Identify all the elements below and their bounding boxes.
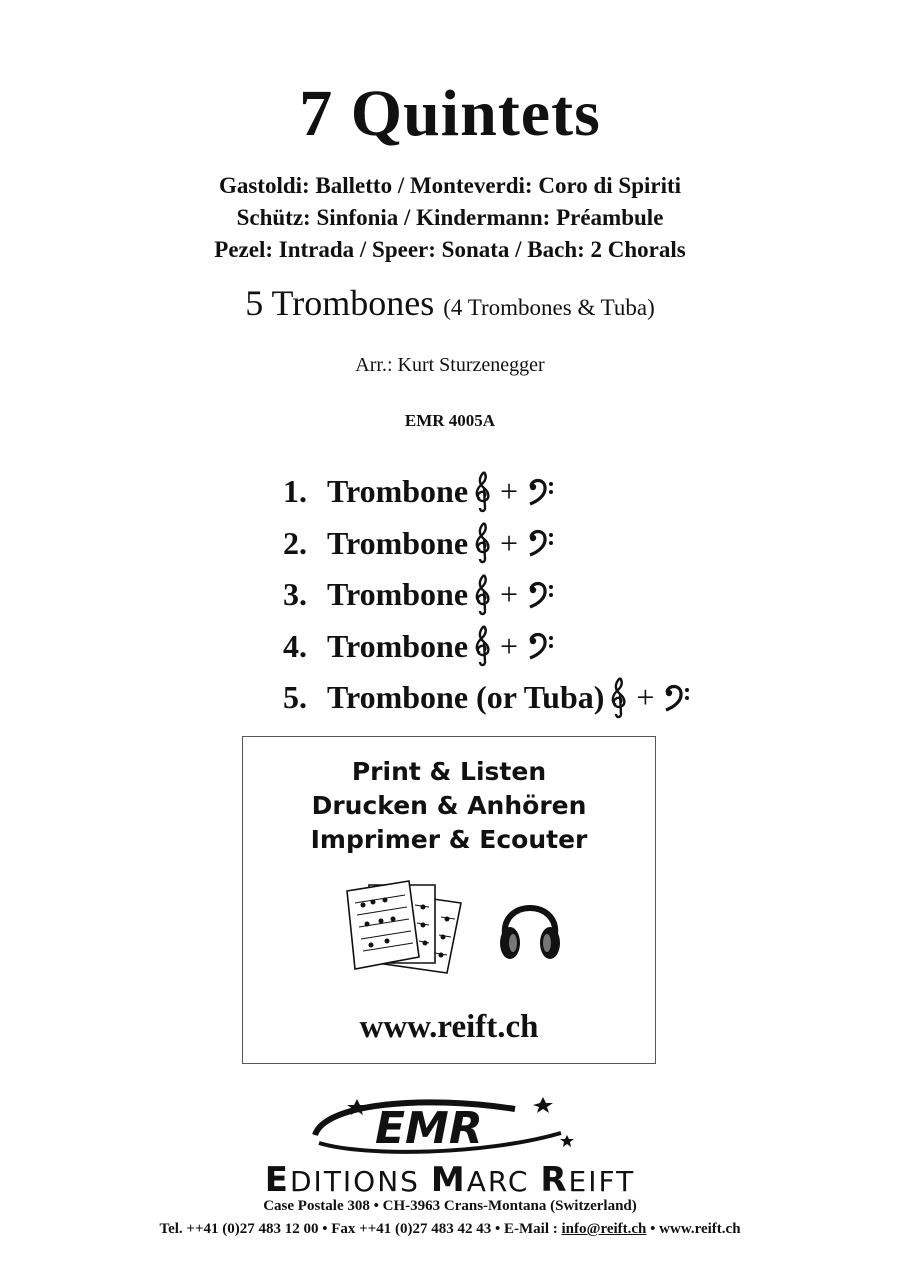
part-row: [283, 466, 690, 518]
bass-clef-icon: [528, 631, 554, 661]
publisher-part: EIFT: [568, 1165, 636, 1198]
plus-sign: +: [636, 679, 655, 716]
headphones-icon: [497, 889, 563, 969]
bass-clef-icon: [664, 683, 690, 713]
page-title: 7 Quintets: [299, 77, 601, 150]
pieces-line: Gastoldi: Balletto / Monteverdi: Coro di Spiriti: [218, 173, 682, 198]
treble-clef-icon: [472, 624, 494, 668]
website-link[interactable]: www.reift.ch: [359, 1009, 539, 1045]
bass-clef-icon: [528, 477, 554, 507]
treble-clef-icon: [472, 521, 494, 565]
publisher-initial: M: [430, 1160, 467, 1200]
part-name: Trombone: [327, 473, 469, 510]
part-name: Trombone: [327, 627, 469, 664]
plus-sign: +: [500, 524, 519, 561]
publisher-part: ARC: [466, 1165, 541, 1198]
treble-clef-icon: [472, 470, 494, 514]
print-listen-box: [242, 736, 656, 1064]
parts-list: [283, 466, 690, 724]
bass-clef-icon: [528, 528, 554, 558]
publisher-part: DITIONS: [290, 1165, 431, 1198]
plus-sign: +: [500, 576, 519, 613]
publisher-initial: E: [264, 1160, 290, 1200]
publisher-name: [0, 1160, 900, 1200]
part-row: [283, 518, 690, 570]
arranger: Arr.: Kurt Sturzenegger: [355, 354, 545, 376]
part-row: [283, 672, 690, 724]
part-number: 1.: [283, 473, 307, 510]
part-number: 2.: [283, 524, 307, 561]
pieces-list: [0, 170, 900, 266]
part-number: 5.: [283, 679, 307, 716]
pieces-line: Pezel: Intrada / Speer: Sonata / Bach: 2 Chorals: [214, 237, 686, 262]
part-name: Trombone: [327, 524, 469, 561]
logo-text: EMR: [375, 1103, 483, 1154]
pieces-line: Schütz: Sinfonia / Kindermann: Préambule: [236, 205, 664, 230]
plus-sign: +: [500, 473, 519, 510]
publisher-initial: R: [540, 1160, 569, 1200]
contact-phone-fax: Tel. ++41 (0)27 483 12 00 • Fax ++41 (0)27 483 42 43 • E-Mail :: [159, 1221, 562, 1237]
sheet-music-icon: [343, 877, 473, 977]
part-name: Trombone: [327, 576, 469, 613]
publisher-contact: [0, 1221, 900, 1238]
part-number: 4.: [283, 627, 307, 664]
treble-clef-icon: [472, 573, 494, 617]
bass-clef-icon: [528, 580, 554, 610]
part-name: Trombone (or Tuba): [327, 679, 605, 716]
plus-sign: +: [500, 627, 519, 664]
treble-clef-icon: [608, 676, 630, 720]
contact-website: • www.reift.ch: [646, 1221, 741, 1237]
print-listen-line: Print & Listen: [351, 757, 547, 786]
instrumentation: [0, 282, 900, 324]
print-listen-line: Imprimer & Ecouter: [310, 825, 588, 854]
catalog-code: EMR 4005A: [404, 411, 496, 430]
part-number: 3.: [283, 576, 307, 613]
instrumentation-main: 5 Trombones: [245, 283, 435, 323]
part-row: [283, 569, 690, 621]
print-listen-line: Drucken & Anhören: [311, 791, 587, 820]
instrumentation-sub: (4 Trombones & Tuba): [443, 295, 655, 320]
email-link[interactable]: info@reift.ch: [561, 1221, 647, 1237]
publisher-address: Case Postale 308 • CH-3963 Crans-Montana (Switzerland): [263, 1198, 637, 1214]
part-row: [283, 621, 690, 673]
emr-logo: [305, 1093, 585, 1157]
